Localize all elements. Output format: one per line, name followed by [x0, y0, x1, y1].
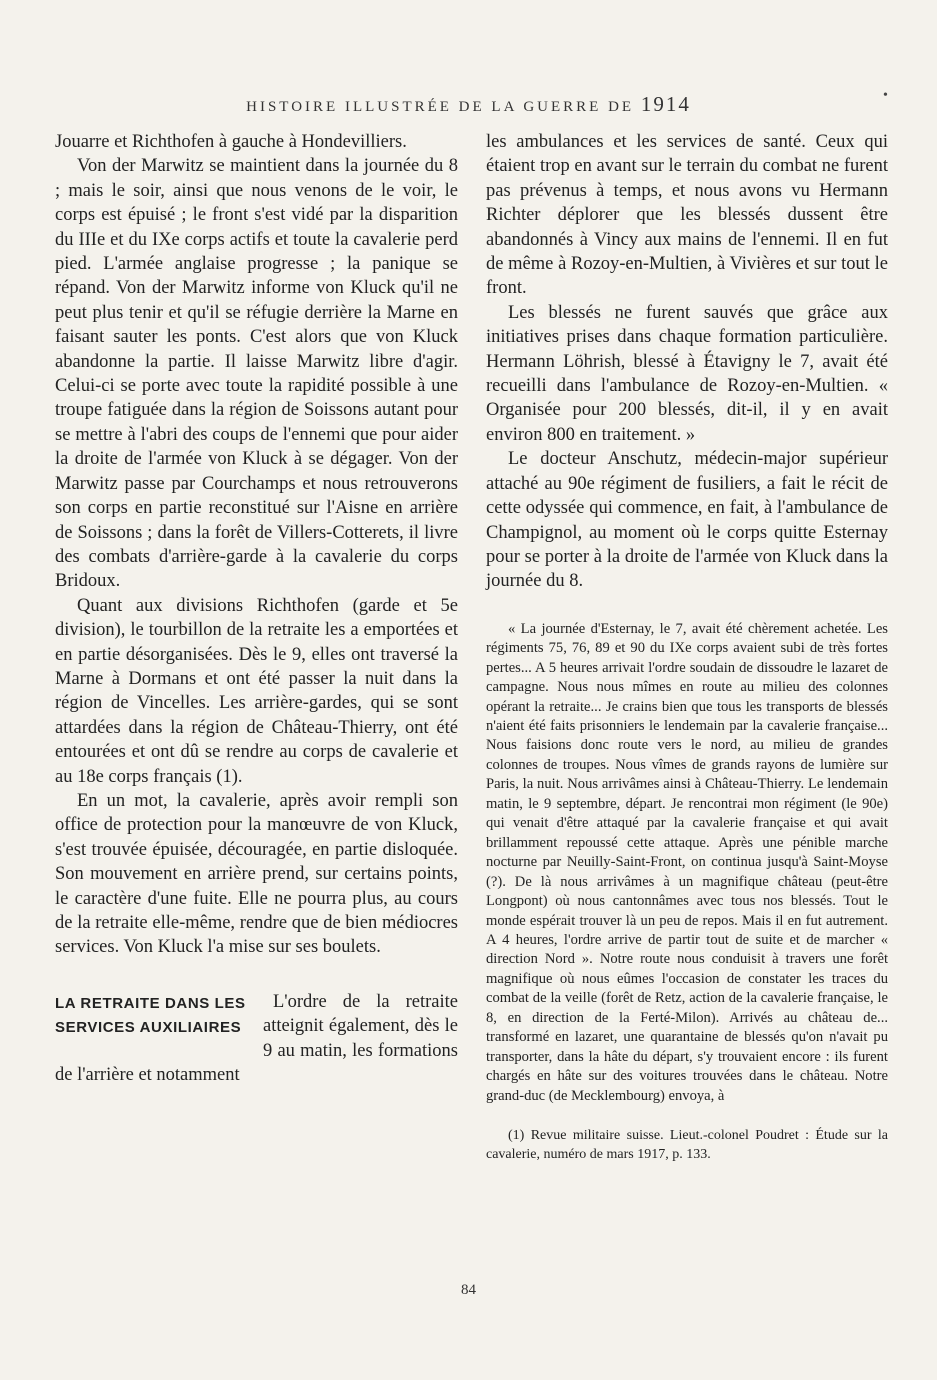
- right-column: [486, 130, 888, 1164]
- left-paragraph-4: En un mot, la cavalerie, après avoir rempli son office de protection pour la manœuvre de von Kluck, s'est trouvée épuisée, découragée, en partie disloquée. Son mouvement en arrière prend, sur certains points, le caractère d'une fuite. Elle ne pourra plus, au cours de la retraite elle-même, rendre que de bien médiocres services. Von Kluck l'a mise sur ses boulets.: [55, 790, 458, 958]
- page-number: 84: [461, 1282, 476, 1298]
- left-paragraph-1: Jouarre et Richthofen à gauche à Hondevilliers.: [55, 132, 407, 152]
- block-quote: « La journée d'Esternay, le 7, avait été chèrement achetée. Les régiments 75, 76, 89 et 90 du IXe corps avaient subi de très fortes pertes... A 5 heures arrivait l'ordre soudain de dissoudre le lazaret de campagne. Nous nous mîmes en route au milieu des colonnes opérant la retraite... Je crains bien que tous les transports de blessés n'aient été faits prisonniers le lendemain par la cavalerie française... Nous faisions donc route vers le nord, au milieu de grandes colonnes de troupes. Nous vîmes de grands rayons de lumière sur Paris, la nuit. Nous arrivâmes ainsi à Château-Thierry. Le lendemain matin, le 9 septembre, départ. Je rencontrai mon régiment (le 90e) qui venait d'être attaqué par la cavalerie française et qui avait brillamment repoussé cette attaque. Après une pénible marche nocturne par Neuilly-Saint-Front, on continua jusqu'à Saint-Moyse (?). De là nous arrivâmes à un magnifique château (peut-être Longpont) où nous cantonnâmes avec tous nos blessés. Tout le monde espérait trouver là un peu de repos. Mais il en fut autrement. A 4 heures, l'ordre arrive de partir tout de suite et de marcher « direction Nord ». Notre route nous conduisit à travers une forêt magnifique où nous eûmes l'occasion de constater les traces du combat de la veille (forêt de Retz, action de la cavalerie française, le 8, en direction de la Ferté-Milon). Arrivés au château de... transformé en lazaret, une quarantaine de blessés qu'on n'avait pu transporter, dans la hâte du départ, s'y trouvaient encore : ils furent chargés en hâte sur des voitures trouvées dans le château. Notre grand-duc (de Mecklembourg) envoya, à: [486, 620, 888, 1104]
- left-paragraph-5: L'ordre de la retraite atteignit également, dès le 9 au matin, les formations de l'arrière et notamment: [55, 991, 458, 1086]
- right-paragraph-3: Le docteur Anschutz, médecin-major supérieur attaché au 90e régiment de fusiliers, a fait le récit de cette odyssée qui commence, en fait, à l'ambulance de Champignol, au moment où le corps quitte Esternay pour se porter à la droite de l'armée von Kluck dans la journée du 8.: [486, 449, 888, 592]
- left-paragraph-3: Quant aux divisions Richthofen (garde et 5e division), le tourbillon de la retraite les a emportées et en partie désorganisées. Dès le 9, elles ont traversé la Marne à Dormans et ont été passer la nuit dans la région de Vincelles. Les arrière-gardes, qui se sont attardées dans la région de Château-Thierry, ont été entourées et ont dû se rendre au corps de cavalerie et au 18e corps français (1).: [55, 595, 458, 787]
- left-paragraph-2: Von der Marwitz se maintient dans la journée du 8 ; mais le soir, ainsi que nous venons de le voir, le corps est épuisé ; le front s'est vidé par la disparition du IIIe et du IXe corps actifs et toute la cavalerie perd pied. L'armée anglaise progresse ; la panique se répand. Von der Marwitz informe von Kluck qu'il ne peut plus tenir et qu'il se réfugie derrière la Marne en faisant sauter les ponts. C'est alors que von Kluck abandonne la partie. Il laisse Marwitz libre d'agir. Celui-ci se porte avec toute la rapidité possible à une troupe fatiguée dans la région de Soissons autant pour se mettre à l'abri des coups de l'ennemi que pour aider la droite de l'armée von Kluck à se dégager. Von der Marwitz passe par Courchamps et nous retrouverons son corps en partie reconstitué sur l'Aisne en arrière de Soissons ; dans la forêt de Villers-Cotterets, il livre des combats d'arrière-garde à la cavalerie du corps Bridoux.: [55, 156, 458, 592]
- right-paragraph-2: Les blessés ne furent sauvés que grâce aux initiatives prises dans chaque formation particulière. Hermann Löhrish, blessé à Étavigny le 7, avait été recueilli dans l'ambulance de Rozoy-en-Multien. « Organisée pour 200 blessés, dit-il, il y en avait environ 800 en traitement. »: [486, 302, 888, 445]
- running-header-title: HISTOIRE ILLUSTRÉE DE LA GUERRE DE: [246, 99, 635, 115]
- left-column: [55, 130, 458, 1087]
- section-retraite: [55, 990, 458, 1088]
- right-paragraph-1: les ambulances et les services de santé. Ceux qui étaient trop en avant sur le terrain du combat ne furent pas prévenus à temps, et nous avons vu Hermann Richter déplorer que les blessés dussent être abandonnés à Vincy aux mains de l'ennemi. Il en fut de même à Rozoy-en-Multien, à Vivières et sur tout le front.: [486, 132, 888, 299]
- running-header-year: 1914: [640, 92, 691, 116]
- section-heading: LA RETRAITE DANS LES SERVICES AUXILIAIRES: [55, 994, 246, 1036]
- footnote: (1) Revue militaire suisse. Lieut.-colonel Poudret : Étude sur la cavalerie, numéro de mars 1917, p. 133.: [486, 1128, 888, 1163]
- margin-mark: •: [883, 88, 888, 103]
- running-header: [0, 92, 937, 117]
